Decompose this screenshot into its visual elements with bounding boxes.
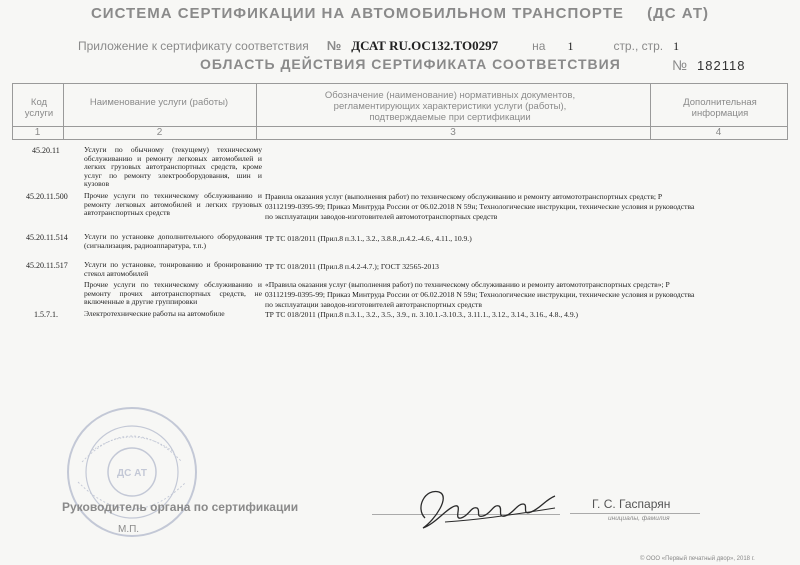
col-header-docs: Обозначение (наименование) нормативных документов, регламентирующих характеристики услуги (работы), подтверждаемые при сертификации: [324, 90, 576, 123]
row-docs: Правила оказания услуг (выполнения работ) по техническому обслуживанию и ремонту автомототранспортных средств; Р 03112199-0395-99; Приказ Минтруда России от 06.02.2018 N 59н; Технологические инструкции, технические условия и руководства по эксплуатации заводов-изготовителей автомототранспортных средств: [265, 192, 695, 222]
col-header-info: Дополнительная информация: [683, 97, 757, 119]
form-number-group: [672, 57, 745, 75]
appendix-label: Приложение к сертификату соответствия: [78, 39, 309, 53]
system-abbr: (ДС АТ): [647, 5, 710, 22]
scope-title: ОБЛАСТЬ ДЕЙСТВИЯ СЕРТИФИКАТА СООТВЕТСТВИЯ: [200, 56, 621, 72]
system-title: [0, 5, 800, 22]
row-service: Услуги по установке, тонированию и бронированию стекол автомобилей: [84, 260, 262, 278]
row-code: 1.5.7.1.: [34, 310, 58, 319]
signer-line: [570, 513, 700, 514]
on-label: на: [532, 39, 546, 53]
row-docs: ТР ТС 018/2011 (Прил.8 п.4.2-4.7.); ГОСТ 32565-2013: [265, 262, 439, 271]
row-service: Прочие услуги по техническому обслуживанию и ремонту прочих автотранспортных средств, не включенные в другие группировки: [84, 280, 262, 307]
stamp-center-text: ДС АТ: [117, 468, 147, 479]
page-label: стр., стр.: [613, 39, 664, 53]
row-service: Прочие услуги по техническому обслуживанию и ремонту легковых автомобилей и легких грузовых автотранспортных средств: [84, 191, 262, 218]
row-service: Услуги по установке дополнительного оборудования (сигнализация, радиоаппаратура, т.п.): [84, 232, 262, 250]
form-number-sign: №: [672, 57, 688, 73]
signer-name: Г. С. Гаспарян: [592, 497, 671, 511]
col-number-3: 3: [450, 127, 456, 138]
signature: [405, 478, 575, 533]
pages-total: 1: [567, 39, 574, 53]
row-service: Электротехнические работы на автомобиле: [84, 309, 225, 318]
number-sign: №: [326, 38, 342, 53]
certification-stamp: [62, 402, 202, 542]
col-header-service: Наименование услуги (работы): [89, 97, 229, 108]
col-number-4: 4: [715, 127, 722, 138]
system-title-text: СИСТЕМА СЕРТИФИКАЦИИ НА АВТОМОБИЛЬНОМ ТРАНСПОРТЕ: [90, 5, 624, 22]
row-docs: ТР ТС 018/2011 (Прил.8 п.3.1., 3.2., 3.8.8.,п.4.2.-4.6., 4.11., 10.9.): [265, 234, 472, 243]
appendix-line: [78, 37, 679, 53]
mp-label: М.П.: [118, 524, 140, 535]
row-code: 45.20.11.500: [26, 192, 68, 201]
row-service: Услуги по обычному (текущему) техническому обслуживанию и ремонту легковых автомобилей и легких грузовых автотранспортных средств, кроме услуг по ремонту электрооборудования, шин и кузовов: [84, 145, 262, 189]
cert-number: ДСАТ RU.ОС132.ТО0297: [351, 38, 499, 53]
row-code: 45.20.11: [32, 146, 60, 155]
col-number-1: 1: [34, 127, 41, 138]
signer-caption: инициалы, фамилия: [608, 515, 670, 522]
col-header-code: Код услуги: [24, 97, 54, 119]
row-code: 45.20.11.517: [26, 261, 68, 270]
col-number-2: 2: [156, 127, 163, 138]
page-current: 1: [673, 39, 680, 53]
head-label: Руководитель органа по сертификации: [62, 500, 299, 514]
printer-note: © ООО «Первый печатный двор», 2018 г.: [640, 556, 755, 562]
row-docs: «Правила оказания услуг (выполнения работ) по техническому обслуживанию и ремонту автомототранспортных средств»; Р 03112199-0395-99; Приказ Минтруда России от 06.02.2018 N 59н; Технологические инструкции, технические условия и руководства по эксплуатации заводов-изготовителей автотранспортных средств: [265, 280, 695, 310]
form-number: 182118: [697, 58, 746, 73]
row-docs: ТР ТС 018/2011 (Прил.8 п.3.1., 3.2., 3.5., 3.9., п. 3.10.1.-3.10.3., 3.11.1., 3.12., 3.14., 3.16., 4.8., 4.9.): [265, 310, 579, 319]
row-code: 45.20.11.514: [26, 233, 68, 242]
